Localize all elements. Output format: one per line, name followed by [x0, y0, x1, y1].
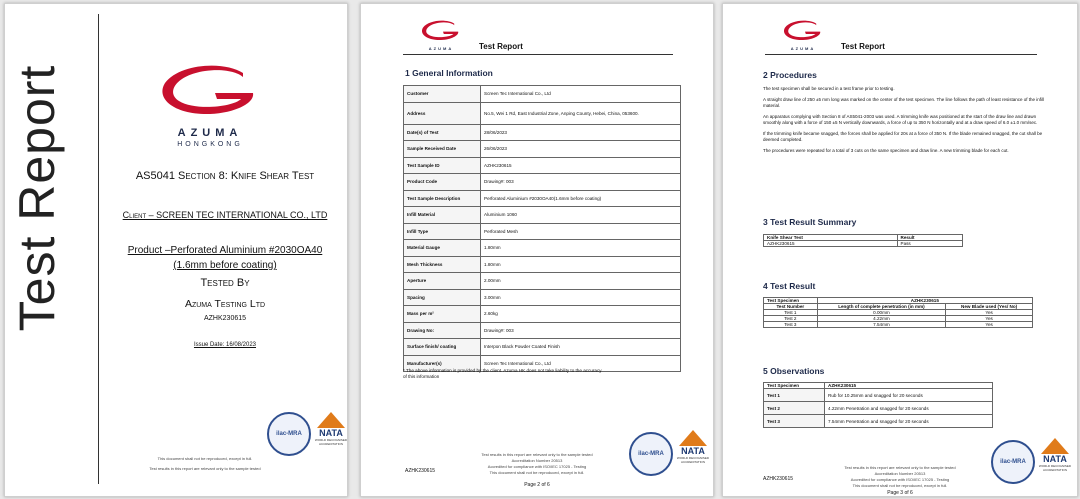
- cover-tested-by: Tested By: [200, 277, 250, 289]
- result-header: New Blade used (Yes/ No): [946, 304, 1033, 310]
- page2-footer-4: This document shall not be reproduced, except in full.: [489, 470, 585, 475]
- table-row: [404, 339, 681, 356]
- obs-test: Test 2: [764, 402, 825, 415]
- row-value: 1.80mm: [481, 256, 681, 273]
- page-number: Page 3 of 6: [887, 490, 913, 496]
- row-value: Screen Tec International Co., Ltd: [481, 355, 681, 372]
- page-2: [360, 3, 714, 497]
- row-label: Mass per m²: [404, 306, 481, 323]
- header-rule: [765, 54, 1037, 55]
- section-result-summary: 3 Test Result Summary: [763, 217, 857, 227]
- table-row: [404, 207, 681, 224]
- vertical-divider: [98, 14, 99, 484]
- row-value: 2.00mm: [481, 273, 681, 290]
- result-cell: Yes: [946, 316, 1033, 322]
- table-row: [764, 389, 993, 402]
- nata-label: NATA: [681, 446, 705, 456]
- result-cell: Test 3: [764, 322, 818, 328]
- row-label: Test Sample ID: [404, 157, 481, 174]
- row-label: Infill Material: [404, 207, 481, 224]
- header-brand: AZUMA: [428, 46, 454, 51]
- obs-text: 7.54mm Penetration and snagged for 20 seconds: [825, 415, 993, 428]
- table-row: [404, 322, 681, 339]
- row-value: Drawing#: 003: [481, 174, 681, 191]
- result-cell: Test 2: [764, 316, 818, 322]
- table-row: [404, 86, 681, 103]
- table-row: [404, 306, 681, 323]
- row-value: Perforated Aluminium #2030OA40(1.6mm before coating): [481, 190, 681, 207]
- summary-header-test: Knife Shear Test: [764, 235, 898, 241]
- nata-label: NATA: [1043, 454, 1067, 464]
- ilac-label: ilac-MRA: [276, 431, 302, 437]
- general-info-table: [403, 85, 681, 372]
- procedure-paragraph: The test specimen shall be secured in a test frame prior to testing.: [763, 86, 895, 91]
- client-note: [403, 368, 693, 380]
- table-row: [764, 322, 1033, 328]
- header-rule: [403, 54, 673, 55]
- row-label: Spacing: [404, 289, 481, 306]
- specimen-id: AZHK230615: [817, 298, 1032, 304]
- page2-footer-2: Accreditation Number 20513: [511, 458, 563, 463]
- header-title: Test Report: [479, 42, 523, 51]
- row-label: Infill Type: [404, 223, 481, 240]
- obs-test: Test 3: [764, 415, 825, 428]
- page-number: Page 2 of 6: [524, 482, 550, 488]
- cover-footer-1: This document shall not be reproduced, except in full.: [157, 456, 253, 461]
- row-label: Customer: [404, 86, 481, 103]
- nata-triangle-icon: [317, 412, 345, 428]
- table-row: [404, 102, 681, 124]
- brand-name: AZUMA: [177, 127, 243, 139]
- vertical-title: Test Report: [9, 64, 65, 332]
- page3-footer-2: Accreditation Number 20513: [874, 471, 926, 476]
- obs-text: Rub for 10.25mm and snagged for 20 seconds: [825, 389, 993, 402]
- header-brand: AZUMA: [790, 46, 816, 51]
- procedure-paragraph: A straight draw line of 250 ±5 mm long was marked on the center of the test specimen. The line follows the path of least resistance of the infill material.: [763, 97, 1045, 108]
- row-value: 1.80mm: [481, 240, 681, 257]
- procedure-paragraph: If the trimming knife became snagged, the forces shall be applied for 20s at a force of 350 N. If the blade remained snagged, the cut shall be deemed completed.: [763, 131, 1043, 142]
- row-label: Test Sample Description: [404, 190, 481, 207]
- cover-client: Client – SCREEN TEC INTERNATIONAL CO., LTD: [122, 210, 328, 220]
- cover-product: Product –Perforated Aluminium #2030OA40: [127, 245, 323, 256]
- summary-specimen: AZHK230615: [764, 241, 898, 247]
- doc-id: AZHK230615: [763, 476, 794, 482]
- result-header: Length of complete penetration (in mm): [817, 304, 946, 310]
- section-observations: 5 Observations: [763, 366, 825, 376]
- row-value: AZHK230615: [481, 157, 681, 174]
- row-label: Surface finish/ coating: [404, 339, 481, 356]
- row-label: Product Code: [404, 174, 481, 191]
- result-cell: 0.00mm: [817, 310, 946, 316]
- row-value: 3.00mm: [481, 289, 681, 306]
- table-row: [404, 223, 681, 240]
- cover-heading: AS5041 Section 8: Knife Shear Test: [135, 170, 315, 182]
- section-procedures: 2 Procedures: [763, 70, 817, 80]
- note-line-2: of this information: [403, 374, 440, 379]
- result-cell: 7.54mm: [817, 322, 946, 328]
- doc-id: AZHK230615: [405, 468, 436, 474]
- obs-text: 4.22mm Penetration and snagged for 20 seconds: [825, 402, 993, 415]
- row-label: Drawing No:: [404, 322, 481, 339]
- table-row: [764, 415, 993, 428]
- result-cell: Yes: [946, 310, 1033, 316]
- table-row: [404, 240, 681, 257]
- result-table: [763, 297, 1033, 328]
- cover-footer-2: Test results in this report are relevant only to the sample tested: [149, 466, 261, 471]
- page2-footer-1: Test results in this report are relevant only to the sample tested: [481, 452, 593, 457]
- result-cell: 4.22mm: [817, 316, 946, 322]
- row-label: Date(s) of Test: [404, 124, 481, 141]
- page-3: [722, 3, 1078, 497]
- result-header: Test Number: [764, 304, 818, 310]
- observations-table: [763, 382, 993, 428]
- summary-result: Pass: [897, 241, 962, 247]
- nata-sub: WORLD RECOGNISED ACCREDITATION: [1038, 464, 1072, 472]
- ilac-label: ilac-MRA: [1000, 459, 1026, 465]
- azuma-logo-icon: [778, 18, 828, 46]
- row-value: 28/06/2023: [481, 124, 681, 141]
- table-row: [404, 124, 681, 141]
- obs-header: AZHK230615: [825, 383, 993, 389]
- section-test-result: 4 Test Result: [763, 281, 816, 291]
- row-value: Interpon Black Powder Coated Finish: [481, 339, 681, 356]
- summary-table: [763, 234, 963, 247]
- table-row: [404, 256, 681, 273]
- table-row: [764, 304, 1033, 310]
- row-value: Drawing#: 003: [481, 322, 681, 339]
- brand-sub: HONGKONG: [177, 141, 243, 148]
- table-row: [764, 402, 993, 415]
- specimen-label: Test Specimen: [764, 298, 818, 304]
- nata-sub: WORLD RECOGNISED ACCREDITATION: [676, 456, 710, 464]
- cover-product-note: (1.6mm before coating): [173, 260, 277, 271]
- table-row: [404, 141, 681, 158]
- row-value: Screen Tec International Co., Ltd: [481, 86, 681, 103]
- row-label: Sample Received Date: [404, 141, 481, 158]
- table-row: [404, 289, 681, 306]
- azuma-logo-icon: [416, 18, 466, 46]
- procedure-paragraph: An apparatus complying with Section 8 of AS5041-2003 was used. A trimming knife was positioned at the start of the draw line and drawn smoothly along with a force of 150 ±5 N vertically downwards, a force of up to 350 N horizontally and at a draw speed of 6.0 ±1.0 mm/sec.: [763, 114, 1038, 125]
- page2-footer-3: Accredited for compliance with ISO/IEC 17025 - Testing: [487, 464, 587, 469]
- note-line-1: * The above information is provided by the client. Azuma HK does not take liability to the accuracy: [403, 368, 602, 373]
- row-value: No.5, Wei 1 Rd, East Industrial Zone, Anping County, Hebei, China, 053600.: [481, 102, 681, 124]
- cover-report-id: AZHK230615: [203, 315, 247, 322]
- azuma-logo-icon: [155, 59, 265, 129]
- nata-triangle-icon: [1041, 438, 1069, 454]
- nata-triangle-icon: [679, 430, 707, 446]
- result-cell: Test 1: [764, 310, 818, 316]
- row-label: Mesh Thickness: [404, 256, 481, 273]
- cover-lab: Azuma Testing Ltd: [184, 298, 266, 310]
- nata-label: NATA: [319, 428, 343, 438]
- page3-footer-1: Test results in this report are relevant only to the sample tested: [844, 465, 956, 470]
- cover-page: [4, 3, 348, 497]
- obs-test: Test 1: [764, 389, 825, 402]
- row-value: 26/06/2023: [481, 141, 681, 158]
- table-row: [404, 273, 681, 290]
- section-general-info: 1 General Information: [405, 68, 493, 78]
- table-row: [404, 157, 681, 174]
- row-value: Perforated Mesh: [481, 223, 681, 240]
- procedures-text: [763, 86, 1053, 159]
- ilac-label: ilac-MRA: [638, 451, 664, 457]
- procedure-paragraph: The procedures were repeated for a total of 3 cuts on the same specimen and draw line. A new trimming blade for each cut.: [763, 148, 1009, 153]
- ilac-mra-seal-icon: [267, 412, 311, 456]
- row-label: Address: [404, 102, 481, 124]
- table-row: [404, 174, 681, 191]
- nata-sub: WORLD RECOGNISED ACCREDITATION: [314, 438, 348, 446]
- row-label: Material Gauge: [404, 240, 481, 257]
- page3-footer-4: This document shall not be reproduced, except in full.: [852, 483, 948, 488]
- row-value: 2.60kg: [481, 306, 681, 323]
- table-row: [404, 190, 681, 207]
- obs-header: Test Specimen: [764, 383, 825, 389]
- header-title: Test Report: [841, 42, 885, 51]
- row-label: Aperture: [404, 273, 481, 290]
- nata-seal-icon: [313, 412, 348, 446]
- row-label: Manufacturer(s): [404, 355, 481, 372]
- result-cell: Yes: [946, 322, 1033, 328]
- summary-header-result: Result: [897, 235, 962, 241]
- cover-issue-date: Issue Date: 16/08/2023: [193, 342, 257, 348]
- page3-footer-3: Accredited for compliance with ISO/IEC 17025 - Testing: [850, 477, 950, 482]
- row-value: Aluminium 1060: [481, 207, 681, 224]
